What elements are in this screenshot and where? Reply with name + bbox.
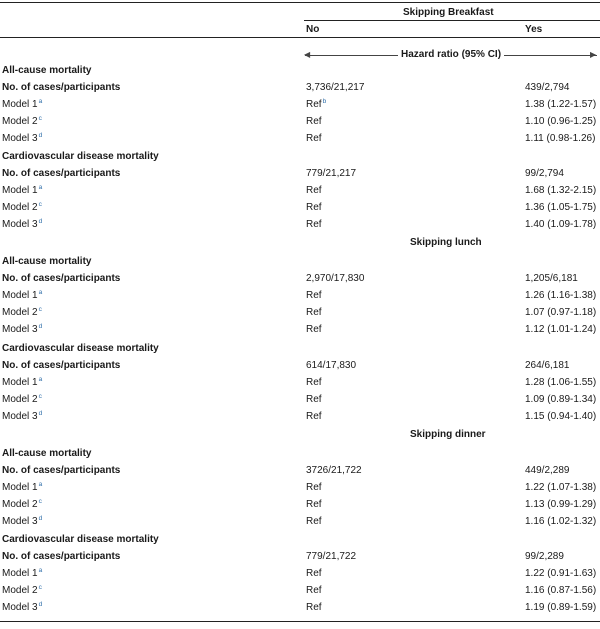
cell-no: Ref$^b$ [306, 97, 327, 110]
model-label: Model 3$^d$ [2, 217, 43, 230]
cell-no: Ref [306, 116, 322, 127]
model-label: Model 3$^d$ [2, 409, 43, 422]
cell-no: Ref [306, 307, 322, 318]
row-label: No. of cases/participants [2, 168, 121, 179]
cell-no: Ref [306, 411, 322, 422]
arrow-left-icon: ◀ [304, 50, 311, 59]
cell-no: 779/21,217 [306, 168, 357, 179]
header-rule [0, 37, 600, 38]
model-label: Model 2$^c$ [2, 305, 42, 318]
row-label: No. of cases/participants [2, 82, 121, 93]
section-heading: Cardiovascular disease mortality [2, 534, 159, 545]
cell-no: Ref [306, 133, 322, 144]
model-label: Model 1$^a$ [2, 480, 43, 493]
footnote-marker: a [38, 480, 43, 488]
model-label: Model 3$^d$ [2, 514, 43, 527]
cell-yes: 1.13 (0.99-1.29) [525, 499, 597, 510]
cell-yes: 1.16 (1.02-1.32) [525, 516, 597, 527]
cell-yes: 1.15 (0.94-1.40) [525, 411, 597, 422]
cell-yes: 264/6,181 [525, 360, 570, 371]
cell-yes: 1.36 (1.05-1.75) [525, 202, 597, 213]
cell-yes: 1.38 (1.22-1.57) [525, 99, 597, 110]
cell-yes: 1.68 (1.32-2.15) [525, 185, 597, 196]
section-heading: Cardiovascular disease mortality [2, 151, 159, 162]
cell-no: Ref [306, 394, 322, 405]
cell-yes: 99/2,289 [525, 551, 564, 562]
footnote-marker: c [38, 583, 42, 591]
cell-no: Ref [306, 499, 322, 510]
footnote-marker: d [38, 322, 43, 330]
cell-no: 3,736/21,217 [306, 82, 365, 93]
footnote-marker: d [38, 514, 43, 522]
footnote-marker: c [38, 497, 42, 505]
top-rule [0, 2, 600, 3]
cell-no: Ref [306, 324, 322, 335]
arrow-right-icon: ▶ [590, 50, 597, 59]
subgroup-title-dinner: Skipping dinner [410, 429, 486, 440]
cell-yes: 1.07 (0.97-1.18) [525, 307, 597, 318]
section-heading: Cardiovascular disease mortality [2, 343, 159, 354]
cell-yes: 99/2,794 [525, 168, 564, 179]
model-label: Model 2$^c$ [2, 200, 42, 213]
cell-yes: 1.22 (1.07-1.38) [525, 482, 597, 493]
column-header-yes: Yes [525, 24, 543, 35]
footnote-marker: a [38, 375, 43, 383]
model-label: Model 2$^c$ [2, 114, 42, 127]
cell-yes: 439/2,794 [525, 82, 570, 93]
model-label: Model 3$^d$ [2, 322, 43, 335]
footnote-marker: d [38, 600, 43, 608]
footnote-marker: c [38, 114, 42, 122]
cell-no: Ref [306, 568, 322, 579]
column-header-no: No [306, 24, 320, 35]
cell-no: Ref [306, 202, 322, 213]
footnote-marker: a [38, 183, 43, 191]
row-label: No. of cases/participants [2, 273, 121, 284]
cell-yes: 1.40 (1.09-1.78) [525, 219, 597, 230]
cell-yes: 1.26 (1.16-1.38) [525, 290, 597, 301]
model-label: Model 2$^c$ [2, 583, 42, 596]
group-rule [304, 20, 600, 21]
model-label: Model 1$^a$ [2, 97, 43, 110]
row-label: No. of cases/participants [2, 360, 121, 371]
bottom-rule [0, 621, 600, 622]
cell-yes: 1.22 (0.91-1.63) [525, 568, 597, 579]
footnote-marker: d [38, 217, 43, 225]
footnote-marker: c [38, 305, 42, 313]
cell-yes: 1.16 (0.87-1.56) [525, 585, 597, 596]
section-heading: All-cause mortality [2, 65, 92, 76]
cell-no: 3726/21,722 [306, 465, 362, 476]
model-label: Model 1$^a$ [2, 183, 43, 196]
hazard-ratio-label: Hazard ratio (95% CI) [398, 49, 504, 61]
model-label: Model 1$^a$ [2, 288, 43, 301]
cell-yes: 1.19 (0.89-1.59) [525, 602, 597, 613]
cell-no: Ref [306, 377, 322, 388]
footnote-marker: c [38, 200, 42, 208]
footnote-marker: a [38, 288, 43, 296]
cell-yes: 1.12 (1.01-1.24) [525, 324, 597, 335]
cell-no: Ref [306, 219, 322, 230]
footnote-marker: c [38, 392, 42, 400]
model-label: Model 1$^a$ [2, 566, 43, 579]
footnote-marker: d [38, 131, 43, 139]
cell-no: Ref [306, 185, 322, 196]
subgroup-title-lunch: Skipping lunch [410, 237, 482, 248]
cell-yes: 1,205/6,181 [525, 273, 578, 284]
model-label: Model 1$^a$ [2, 375, 43, 388]
group-title: Skipping Breakfast [403, 7, 494, 18]
cell-yes: 1.28 (1.06-1.55) [525, 377, 597, 388]
model-label: Model 3$^d$ [2, 600, 43, 613]
footnote-marker: a [38, 566, 43, 574]
model-label: Model 3$^d$ [2, 131, 43, 144]
model-label: Model 2$^c$ [2, 497, 42, 510]
cell-yes: 1.10 (0.96-1.25) [525, 116, 597, 127]
cell-no: Ref [306, 602, 322, 613]
footnote-marker: b [322, 97, 327, 105]
cell-no: Ref [306, 585, 322, 596]
model-label: Model 2$^c$ [2, 392, 42, 405]
footnote-marker: d [38, 409, 43, 417]
cell-no: Ref [306, 482, 322, 493]
row-label: No. of cases/participants [2, 465, 121, 476]
cell-no: Ref [306, 516, 322, 527]
cell-no: 2,970/17,830 [306, 273, 365, 284]
row-label: No. of cases/participants [2, 551, 121, 562]
cell-yes: 449/2,289 [525, 465, 570, 476]
footnote-marker: a [38, 97, 43, 105]
cell-no: 779/21,722 [306, 551, 357, 562]
cell-no: Ref [306, 290, 322, 301]
cell-no: 614/17,830 [306, 360, 357, 371]
cell-yes: 1.11 (0.98-1.26) [525, 133, 596, 144]
section-heading: All-cause mortality [2, 256, 92, 267]
section-heading: All-cause mortality [2, 448, 92, 459]
cell-yes: 1.09 (0.89-1.34) [525, 394, 597, 405]
